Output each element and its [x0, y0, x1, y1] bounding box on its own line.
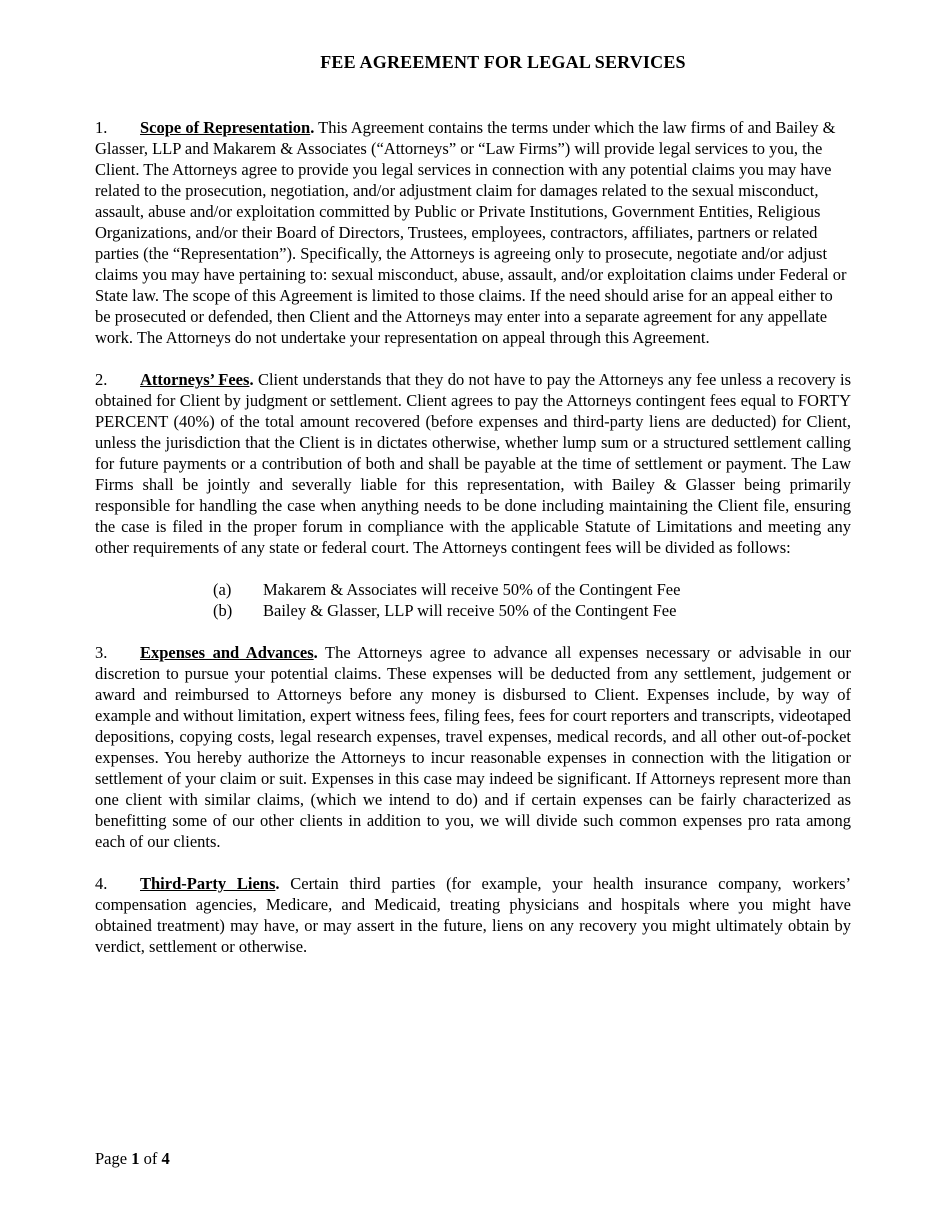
- section-1-heading: Scope of Representation: [140, 118, 311, 137]
- section-2-heading: Attorneys’ Fees: [140, 370, 250, 389]
- section-3-number: 3.: [95, 643, 108, 662]
- section-4-number: 4.: [95, 874, 108, 893]
- section-1-body-text: This Agreement contains the terms under which the law firms of and Bailey & Glasser, LLP and Makarem & Associates (“Attorneys” or “Law Firms”) will provide legal services to you, the Client. The Attorneys agree to provide you legal services in connection with any potential claims you may have related to the prosecution, negotiation, and/or adjustment claim for damages related to the sexual misconduct, assault, abuse and/or exploitation committed by Public or Private Institutions, Government Entities, Religious Organizations, and/or their Board of Directors, Trustees, employees, contractors, affiliates, partners or related parties (the “Representation”). Specifically, the Attorneys is agreeing only to prosecute, negotiate and/or adjust claims you may have pertaining to: sexual misconduct, abuse, assault, and/or exploitation claims under Federal or State law. The scope of this Agreement is limited to those claims. If the need should arise for an appeal either to be prosecuted or defended, then Client and the Attorneys may enter into a separate agreement for any appellate work. The Attorneys do not undertake your representation on appeal through this Agreement.: [95, 118, 847, 347]
- footer-total-pages: 4: [161, 1149, 170, 1168]
- section-1-number: 1.: [95, 118, 108, 137]
- list-item: [213, 600, 851, 621]
- section-2-number: 2.: [95, 370, 108, 389]
- footer-page-number: 1: [131, 1149, 140, 1168]
- section-3-expenses-and-advances: [95, 642, 851, 852]
- contingent-fee-split-list: [95, 579, 851, 621]
- section-2-heading-period: .: [249, 370, 254, 389]
- footer-of-label: of: [143, 1149, 158, 1168]
- section-4-body-text: Certain third parties (for example, your health insurance company, workers’ compensation agencies, Medicare, and Medicaid, treating physicians and hospitals where you might have obtained treatment) may have, or may assert in the future, liens on any recovery you might ultimately obtain by verdict, settlement or otherwise.: [95, 874, 852, 956]
- section-3-heading: Expenses and Advances: [140, 643, 314, 662]
- section-2-body-text: Client understands that they do not have to pay the Attorneys any fee unless a recovery is obtained for Client by judgment or settlement. Client agrees to pay the Attorneys contingent fees equal to FORTY PERCENT (40%) of the total amount recovered (before expenses and third-party liens are deducted) for Client, unless the jurisdiction that the Client is in dictates otherwise, whether lump sum or a structured settlement calling for future payments or a contribution of both and shall be payable at the time of settlement or payment. The Law Firms shall be jointly and severally liable for this representation, with Bailey & Glasser being primarily responsible for handling the case when anything needs to be done including maintaining the Client file, ensuring the case is filed in the proper forum in compliance with the applicable Statute of Limitations and meeting any other requirements of any state or federal court. The Attorneys contingent fees will be divided as follows:: [95, 370, 852, 557]
- list-item-marker: (a): [213, 580, 232, 599]
- section-1-heading-period: .: [310, 118, 315, 137]
- section-2-attorneys-fees: [95, 369, 851, 558]
- section-4-heading: Third-Party Liens: [140, 874, 276, 893]
- page-footer: [95, 1148, 170, 1169]
- list-item-text: Makarem & Associates will receive 50% of the Contingent Fee: [263, 580, 681, 599]
- list-item-text: Bailey & Glasser, LLP will receive 50% of the Contingent Fee: [263, 601, 677, 620]
- document-content: [95, 50, 851, 978]
- section-4-third-party-liens: [95, 873, 851, 957]
- list-item-marker: (b): [213, 601, 233, 620]
- section-3-heading-period: .: [313, 643, 318, 662]
- section-1-scope-of-representation: [95, 117, 851, 348]
- list-item: [213, 579, 851, 600]
- document-title: FEE AGREEMENT FOR LEGAL SERVICES: [320, 52, 686, 72]
- section-3-body-text: The Attorneys agree to advance all expenses necessary or advisable in our discretion to pursue your potential claims. These expenses will be deducted from any settlement, judgement or award and reimbursed to Attorneys before any money is disbursed to Client. Expenses include, by way of example and without limitation, expert witness fees, filing fees, fees for court reporters and transcripts, videotaped depositions, copying costs, legal research expenses, travel expenses, medical records, and all other out-of-pocket expenses. You hereby authorize the Attorneys to incur reasonable expenses in connection with the litigation or settlement of your claim or suit. Expenses in this case may indeed be significant. If Attorneys represent more than one client with similar claims, (which we intend to do) and if certain expenses can be fairly characterized as benefitting some of our other clients in addition to you, we will divide such common expenses pro rata among each of our clients.: [95, 643, 851, 851]
- footer-page-label: Page: [95, 1149, 128, 1168]
- section-4-heading-period: .: [275, 874, 280, 893]
